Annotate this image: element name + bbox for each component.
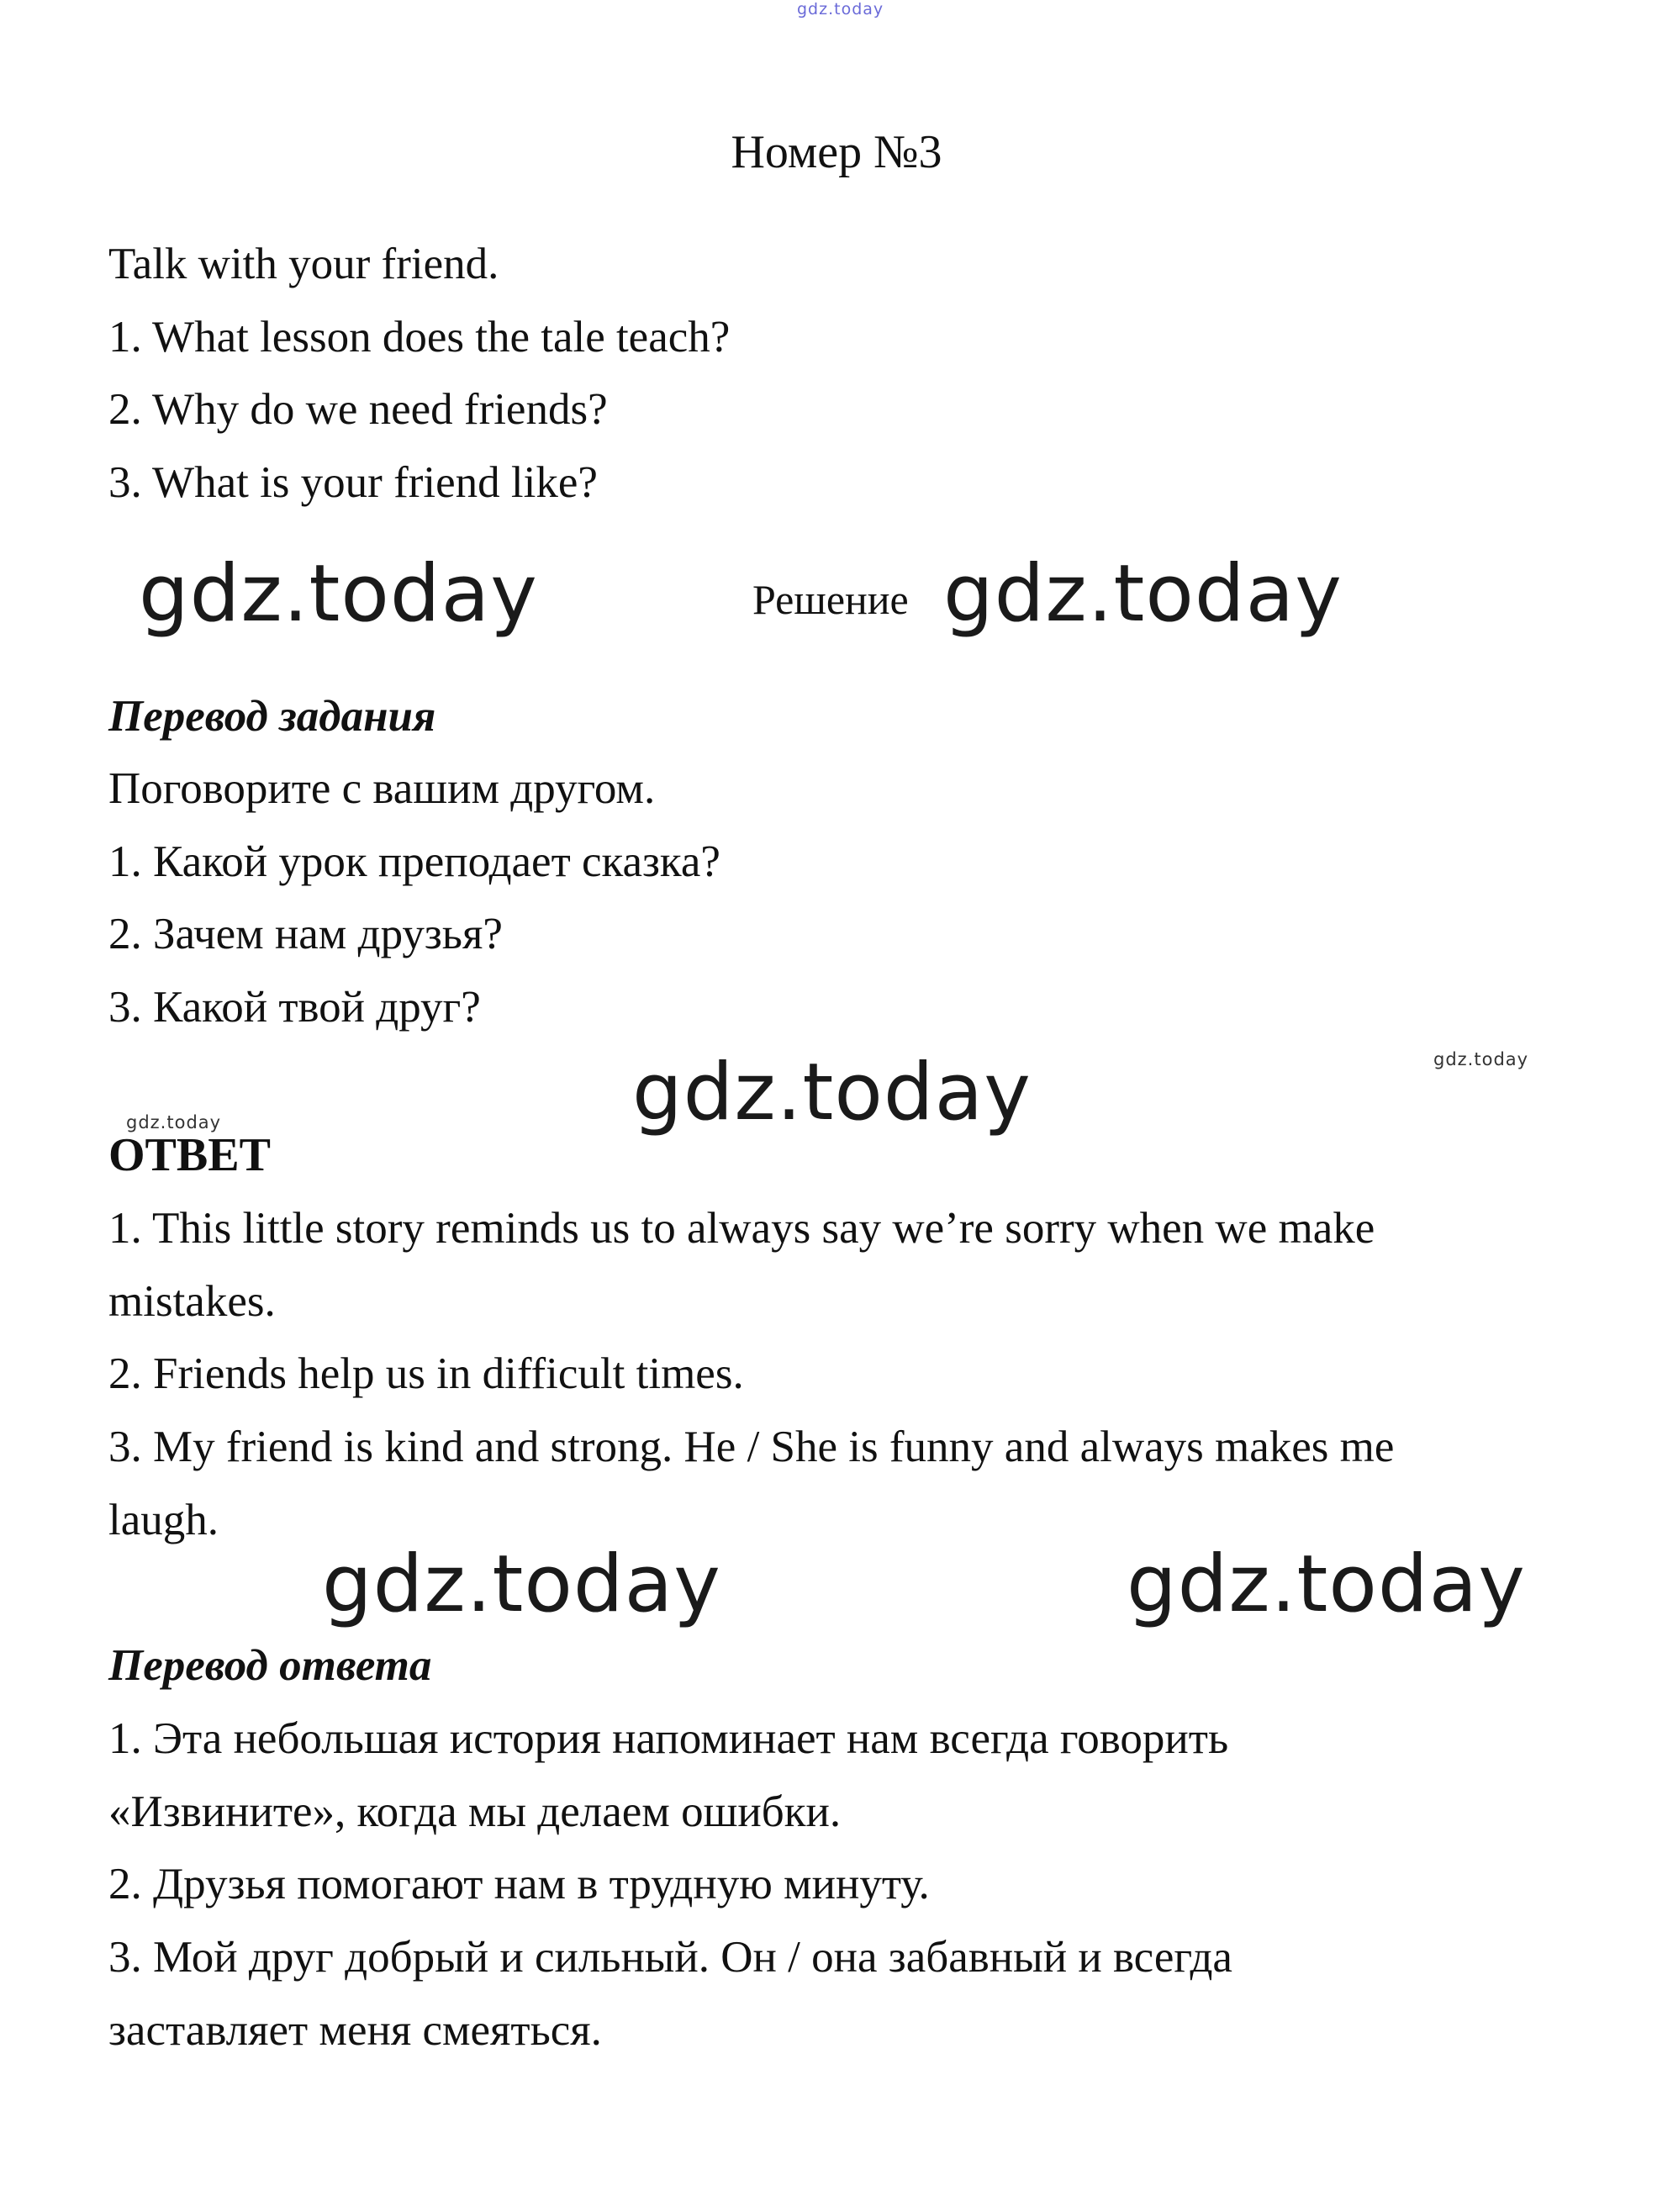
answer-translation-line-5: заставляет меня смеяться. (108, 2006, 602, 2055)
watermark-logo: gdz.today (322, 1539, 721, 1630)
answer-translation-line-1: 1. Эта небольшая история напоминает нам всегда говорить (108, 1714, 1229, 1763)
task-translation-question-3: 3. Какой твой друг? (108, 983, 481, 1032)
watermark-logo: gdz.today (632, 1047, 1032, 1138)
page-title: Номер №3 (731, 126, 942, 178)
task-question-2: 2. Why do we need friends? (108, 385, 608, 434)
watermark-logo: gdz.today (943, 548, 1343, 640)
answer-line-5: laugh. (108, 1496, 219, 1544)
answer-line-4: 3. My friend is kind and strong. He / She is funny and always makes me (108, 1423, 1395, 1471)
watermark-logo: gdz.today (1127, 1539, 1526, 1630)
solution-label: Решение (752, 576, 909, 623)
task-intro: Talk with your friend. (108, 240, 499, 288)
task-question-3: 3. What is your friend like? (108, 458, 598, 507)
answer-translation-heading: Перевод ответа (108, 1641, 432, 1690)
task-translation-question-1: 1. Какой урок преподает сказка? (108, 837, 720, 886)
answer-heading: ОТВЕТ (108, 1129, 271, 1181)
task-translation-intro: Поговорите с вашим другом. (108, 764, 656, 813)
watermark-small: gdz.today (1433, 1049, 1529, 1069)
answer-line-2: mistakes. (108, 1277, 276, 1326)
task-translation-heading: Перевод задания (108, 692, 436, 741)
answer-line-3: 2. Friends help us in difficult times. (108, 1349, 744, 1398)
watermark-logo: gdz.today (139, 548, 538, 640)
answer-translation-line-4: 3. Мой друг добрый и сильный. Он / она забавный и всегда (108, 1933, 1232, 1982)
task-question-1: 1. What lesson does the tale teach? (108, 313, 731, 362)
watermark-top: gdz.today (797, 0, 884, 18)
answer-translation-line-3: 2. Друзья помогают нам в трудную минуту. (108, 1860, 930, 1908)
answer-line-1: 1. This little story reminds us to always say we’re sorry when we make (108, 1204, 1375, 1253)
answer-translation-line-2: «Извините», когда мы делаем ошибки. (108, 1787, 842, 1836)
watermark-small: gdz.today (126, 1112, 222, 1132)
task-translation-question-2: 2. Зачем нам друзья? (108, 910, 503, 958)
